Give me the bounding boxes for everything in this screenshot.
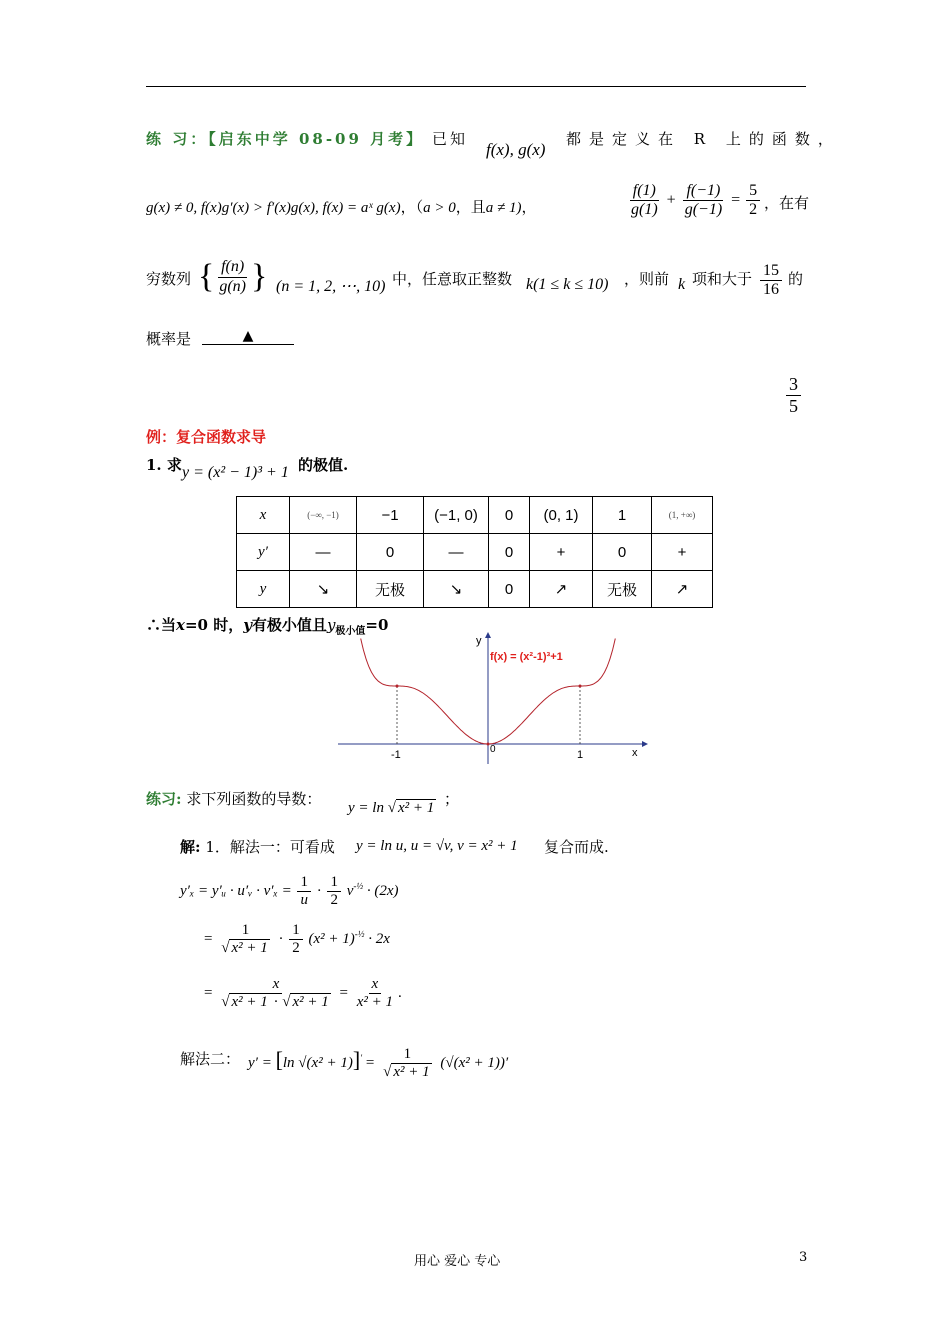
table-cell: ↘ [424,571,489,608]
step2-exp: -½ [354,929,365,940]
solution-text-post: 复合而成. [544,838,609,856]
eq: = [339,985,348,1002]
table-cell: 0 [489,534,530,571]
step2-mid: (x² + 1) [308,931,355,948]
solution-line1 [180,836,335,857]
table-cell: — [424,534,489,571]
practice1-line2 [146,196,536,217]
step1-v: v [346,883,354,900]
practice2-text: 求下列函数的导数： [186,790,322,808]
c-y: y [243,616,252,634]
tick-neg1: -1 [391,749,401,761]
triangle-icon: ▲ [242,328,254,344]
table-cell: 无极 [593,571,652,608]
sep: ， [521,198,537,216]
frac-num: 15 [760,262,782,281]
table-row [237,497,713,534]
y-axis-label: y [476,635,482,647]
table-cell: ↗ [652,571,713,608]
footer-center: 用心 爱心 专心 [414,1254,501,1269]
frac-num: f(1) [630,182,659,201]
c-text: ∴当 [146,616,177,634]
eq: = [204,985,213,1002]
x-axis-label: x [632,747,638,759]
c-y2: y [326,616,336,634]
answer-blank [202,326,294,345]
source-tag: 【启东中学 08-09 月考】 [208,130,425,148]
eq: = [204,931,213,948]
frac-num: 1 [401,1046,415,1064]
frac-den: x² + 1 [292,994,329,1011]
practice2-semi: ； [444,790,460,808]
frac-den: 2 [749,201,758,219]
table-cell: (−1, 0) [424,497,489,534]
k-var: k [678,276,686,293]
frac-num: 1 [297,874,311,892]
practice1-text6: 项和大于 [692,270,753,288]
solution-label: 解: [180,838,201,856]
n-range: (n = 1, 2, ⋯, 10) [276,278,386,295]
practice1-text4: 中，任意取正整数 [392,270,513,288]
cond-a1: a ≠ 1) [485,200,522,216]
table-cell: + [530,534,593,571]
table-cell: (1, +∞) [652,497,713,534]
sep: ，且 [455,198,486,216]
frac-den: 2 [292,940,300,957]
table-cell: 0 [489,571,530,608]
sum-equation: $\frac{f(1)}{g(1)}$ + $\frac{f(-1)}{g(-1)}$ = $\frac{5}{2}$ [626,182,762,220]
practice1-line4: 概率是 [146,330,192,348]
step1-exp: -½ [353,881,364,892]
table-cell: −1 [357,497,424,534]
threshold-frac [758,262,784,300]
step1: y′ₓ = y′ᵤ · u′ᵥ · v′ₓ = $\frac{1}{u}$ · $\frac{1}{2}$ $v^{-\frac{1}{2}} \cdot (2x)$ [180,874,399,909]
sequence-brace: { $\frac{f(n)}{g(n)}$ } [198,258,268,295]
practice1-text7: 的 [788,270,804,288]
table-cell: + [652,534,713,571]
solution-text: 1．解法一：可看成 [205,838,335,856]
frac-den: x² + 1 [393,1064,430,1081]
c-text: 有极小值且 [251,616,327,634]
frac-num: f(n) [218,258,247,277]
frac-den: x² + 1 [356,994,393,1011]
text: 已知 [431,130,468,148]
table-cell: 0 [489,497,530,534]
point-right [579,685,582,688]
cond-a: a > 0 [423,200,456,216]
table-cell: 1 [593,497,652,534]
step2-tail: · 2x [368,931,390,948]
solution-composition: y = ln u, u = √v, v = x² + 1 [356,838,518,854]
frac-den: x² + 1 [231,994,268,1011]
practice1-text5: ，则前 [624,270,670,288]
m2-bracket: ln √(x² + 1) [282,1055,353,1072]
c-sub: 极小值 [335,626,366,637]
m2-lhs: y′ = [248,1055,272,1072]
practice2-line [146,788,321,809]
y-axis-arrow-icon [485,632,491,638]
practice1-line3: 穷数列 [146,270,192,288]
practice-label: 练 习： [146,130,209,148]
table-cell: ↘ [290,571,357,608]
example-title: 例：复合函数求导 [146,428,267,446]
header-rule [146,86,806,87]
frac-den: g(n) [219,277,246,295]
frac-den: 16 [763,281,779,299]
practice1-line1 [146,128,468,149]
step1-tail: · (2x) [366,883,399,900]
end-dot: . [398,985,402,1002]
frac-num: 1 [239,922,253,940]
c-x: x [176,616,185,634]
q-num: 1. 求 [146,456,182,474]
tick-0: 0 [490,744,496,755]
table-row [237,534,713,571]
table-cell: 0 [593,534,652,571]
table-cell: y′ [237,534,290,571]
frac-num: x [270,976,283,994]
step1-lhs: y′ₓ = y′ᵤ · u′ᵥ · v′ₓ = [180,883,292,900]
tick-1: 1 [577,749,584,761]
frac-den: 2 [330,892,338,909]
frac-num: f(−1) [683,182,723,201]
sep: ，（ [400,198,424,216]
example-func: y = (x² − 1)³ + 1 [182,464,289,481]
practice1-tail1: ，在有 [764,194,810,212]
table-cell: ↗ [530,571,593,608]
eq: = [365,1055,375,1072]
point-left [396,685,399,688]
step3: = $\frac{x}{\text{√ x² + 1 · √ x² + 1}}$ = $\frac{x}{\text{x² + 1}}$ . [204,976,402,1011]
practice2-func: y = ln √ x² + 1 [348,800,435,816]
c-text: =0 [365,616,389,634]
frac-num: 1 [289,922,303,940]
m2-tail: (√(x² + 1))′ [440,1055,509,1072]
frac-den: u [300,892,308,909]
table-cell: — [290,534,357,571]
frac-den: 5 [789,395,798,416]
k-range: k(1 ≤ k ≤ 10) [526,276,609,293]
method2: y′ = [ln √(x² + 1)]′ = $\frac{1}{\text{√ x² + 1}}$ (√(x² + 1))′ [248,1046,509,1081]
table-cell: 无极 [357,571,424,608]
step2: = $\frac{1}{\text{√ x² + 1}}$ · $\frac{1}{2}$ $(x^2 + 1)^{-\frac{1}{2}} \cdot 2x$ [204,922,390,957]
frac-den: x² + 1 [231,940,268,957]
table-cell: (−∞, −1) [290,497,357,534]
answer-fraction [784,374,803,416]
example-question [146,454,182,475]
practice1-text2: 都是定义在 R 上的函数， [566,130,841,148]
table-cell: x [237,497,290,534]
table-cell: 0 [357,534,424,571]
table-cell: (0, 1) [530,497,593,534]
table-cell: y [237,571,290,608]
table-row [237,571,713,608]
frac-num: 1 [327,874,341,892]
frac-den: g(1) [631,201,658,219]
frac-num: x [369,976,382,994]
sign-table [236,496,713,608]
fx-gx: f(x), g(x) [486,140,546,159]
function-label: f(x) = (x²-1)³+1 [490,651,563,663]
page-number: 3 [799,1250,808,1265]
practice2-label: 练习: [146,790,182,808]
c-text: =0 时， [184,616,244,634]
frac-num: 5 [746,182,760,201]
method2-label: 解法二： [180,1050,241,1068]
function-graph [330,630,660,770]
example-tail: 的极值. [298,456,349,474]
conditions: g(x) ≠ 0, f(x)g′(x) > f′(x)g(x), f(x) = aˣ g(x) [146,200,401,216]
x-axis-arrow-icon [642,741,648,747]
frac-num: 3 [786,374,801,396]
frac-den: g(−1) [684,201,723,219]
